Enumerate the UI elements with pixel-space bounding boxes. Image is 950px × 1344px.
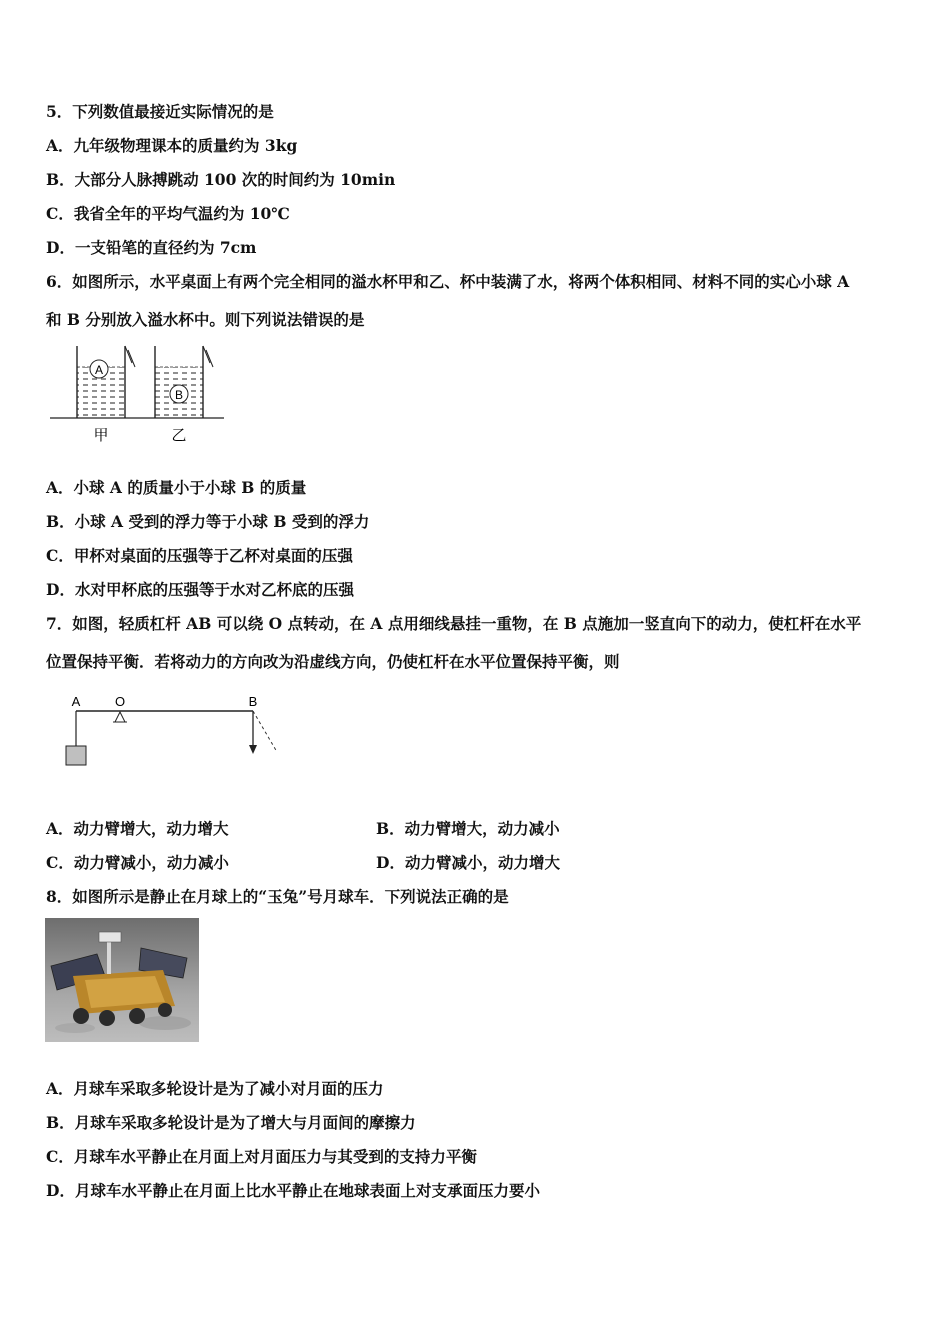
q6-option-c: C．甲杯对桌面的压强等于乙杯对桌面的压强: [46, 546, 353, 565]
q7-option-a: A．动力臂增大，动力增大: [46, 819, 229, 838]
cup-left-label: 甲: [93, 426, 109, 444]
q7-option-c: C．动力臂减小，动力减小: [46, 853, 229, 872]
cup-right-label: 乙: [171, 426, 187, 444]
lever-point-a-label: A: [71, 694, 81, 709]
lever-figure: [60, 690, 290, 770]
q5-option-d: D．一支铅笔的直径约为 7cm: [46, 238, 257, 257]
q5-option-b: B．大部分人脉搏跳动 100 次的时间约为 10min: [46, 170, 396, 189]
cup-left: [77, 346, 135, 418]
lever-point-b-label: B: [248, 694, 258, 709]
q8-option-c: C．月球车水平静止在月面上对月面压力与其受到的支持力平衡: [46, 1147, 477, 1166]
q8-option-b: B．月球车采取多轮设计是为了增大与月面间的摩擦力: [46, 1113, 416, 1132]
q7-stem-line2: 位置保持平衡．若将动力的方向改为沿虚线方向，仍使杠杆在水平位置保持平衡，则: [46, 652, 620, 671]
q5-option-c: C．我省全年的平均气温约为 10℃: [46, 204, 290, 223]
q7-option-d: D．动力臂减小，动力增大: [376, 853, 560, 872]
weight-block: [66, 746, 86, 765]
ball-b-label: B: [174, 388, 184, 402]
q6-option-b: B．小球 A 受到的浮力等于小球 B 受到的浮力: [46, 512, 370, 531]
q7-stem-line1: 7．如图，轻质杠杆 AB 可以绕 O 点转动，在 A 点用细线悬挂一重物，在 B 点施加一竖直向下的动力，使杠杆在水平: [46, 614, 862, 633]
q8-stem: 8．如图所示是静止在月球上的“玉兔”号月球车．下列说法正确的是: [46, 887, 509, 906]
q5-stem: 5．下列数值最接近实际情况的是: [46, 102, 274, 121]
ball-a-label: A: [94, 363, 104, 377]
lunar-rover-photo: [45, 918, 199, 1042]
q7-option-b: B．动力臂增大，动力减小: [376, 819, 560, 838]
q8-option-a: A．月球车采取多轮设计是为了减小对月面的压力: [46, 1079, 384, 1098]
q8-option-d: D．月球车水平静止在月面上比水平静止在地球表面上对支承面压力要小: [46, 1181, 540, 1200]
q5-option-a: A．九年级物理课本的质量约为 3kg: [46, 136, 298, 155]
overflow-cups-figure: [46, 340, 232, 448]
fulcrum-icon: [115, 712, 125, 722]
q6-stem-line1: 6．如图所示，水平桌面上有两个完全相同的溢水杯甲和乙、杯中装满了水，将两个体积相同、材料不同的实心小球 A: [46, 272, 850, 291]
cup-right: [155, 346, 213, 418]
q6-option-a: A．小球 A 的质量小于小球 B 的质量: [46, 478, 307, 497]
q6-stem-line2: 和 B 分别放入溢水杯中。则下列说法错误的是: [46, 310, 365, 329]
q6-option-d: D．水对甲杯底的压强等于水对乙杯底的压强: [46, 580, 354, 599]
lever-point-o-label: O: [114, 694, 126, 709]
